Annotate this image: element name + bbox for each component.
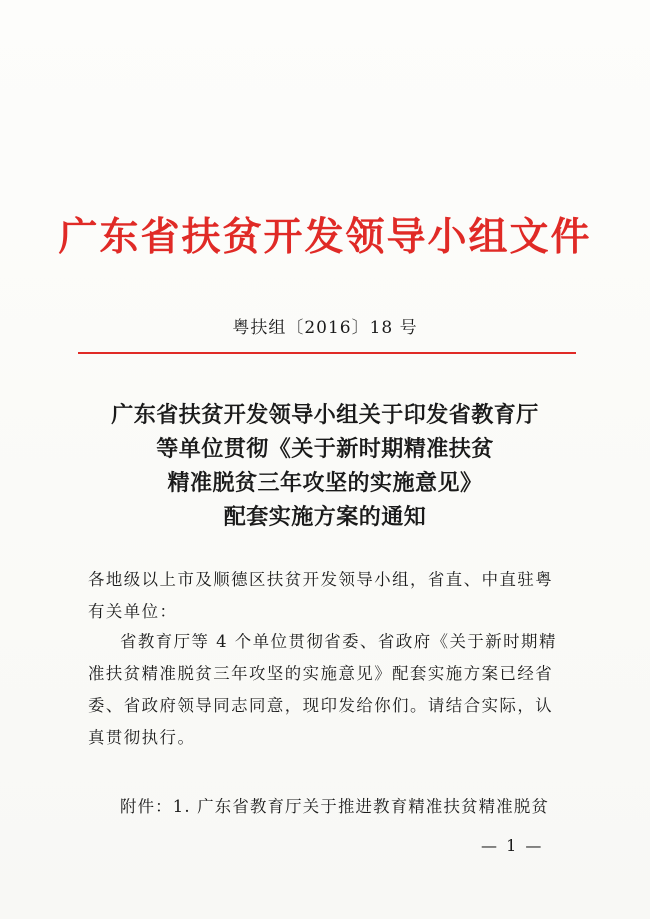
title-line: 广东省扶贫开发领导小组关于印发省教育厅 xyxy=(111,402,539,428)
salutation-line: 有关单位： xyxy=(88,602,178,621)
title-line: 配套实施方案的通知 xyxy=(223,504,427,530)
body-line: 省教育厅等 4 个单位贯彻省委、省政府《关于新时期精 xyxy=(120,632,557,651)
page-number: — 1 — xyxy=(481,836,544,855)
title-line: 等单位贯彻《关于新时期精准扶贫 xyxy=(156,436,494,462)
document-title xyxy=(0,398,650,534)
body-line: 委、省政府领导同志同意，现印发给你们。请结合实际，认 xyxy=(88,696,554,715)
document-number: 粤扶组〔2016〕18 号 xyxy=(232,318,418,338)
red-divider xyxy=(78,352,576,354)
salutation-line: 各地级以上市及顺德区扶贫开发领导小组，省直、中直驻粤 xyxy=(88,570,554,589)
issuer-header: 广东省扶贫开发领导小组文件 xyxy=(58,215,592,260)
title-line: 精准脱贫三年攻坚的实施意见》 xyxy=(167,470,483,496)
body-line: 真贯彻执行。 xyxy=(88,728,196,747)
body-paragraph xyxy=(88,626,582,754)
attachment-line: 附件：1. 广东省教育厅关于推进教育精准扶贫精准脱贫 xyxy=(120,797,550,816)
body-line: 准扶贫精准脱贫三年攻坚的实施意见》配套实施方案已经省 xyxy=(88,664,554,683)
salutation xyxy=(88,564,582,628)
